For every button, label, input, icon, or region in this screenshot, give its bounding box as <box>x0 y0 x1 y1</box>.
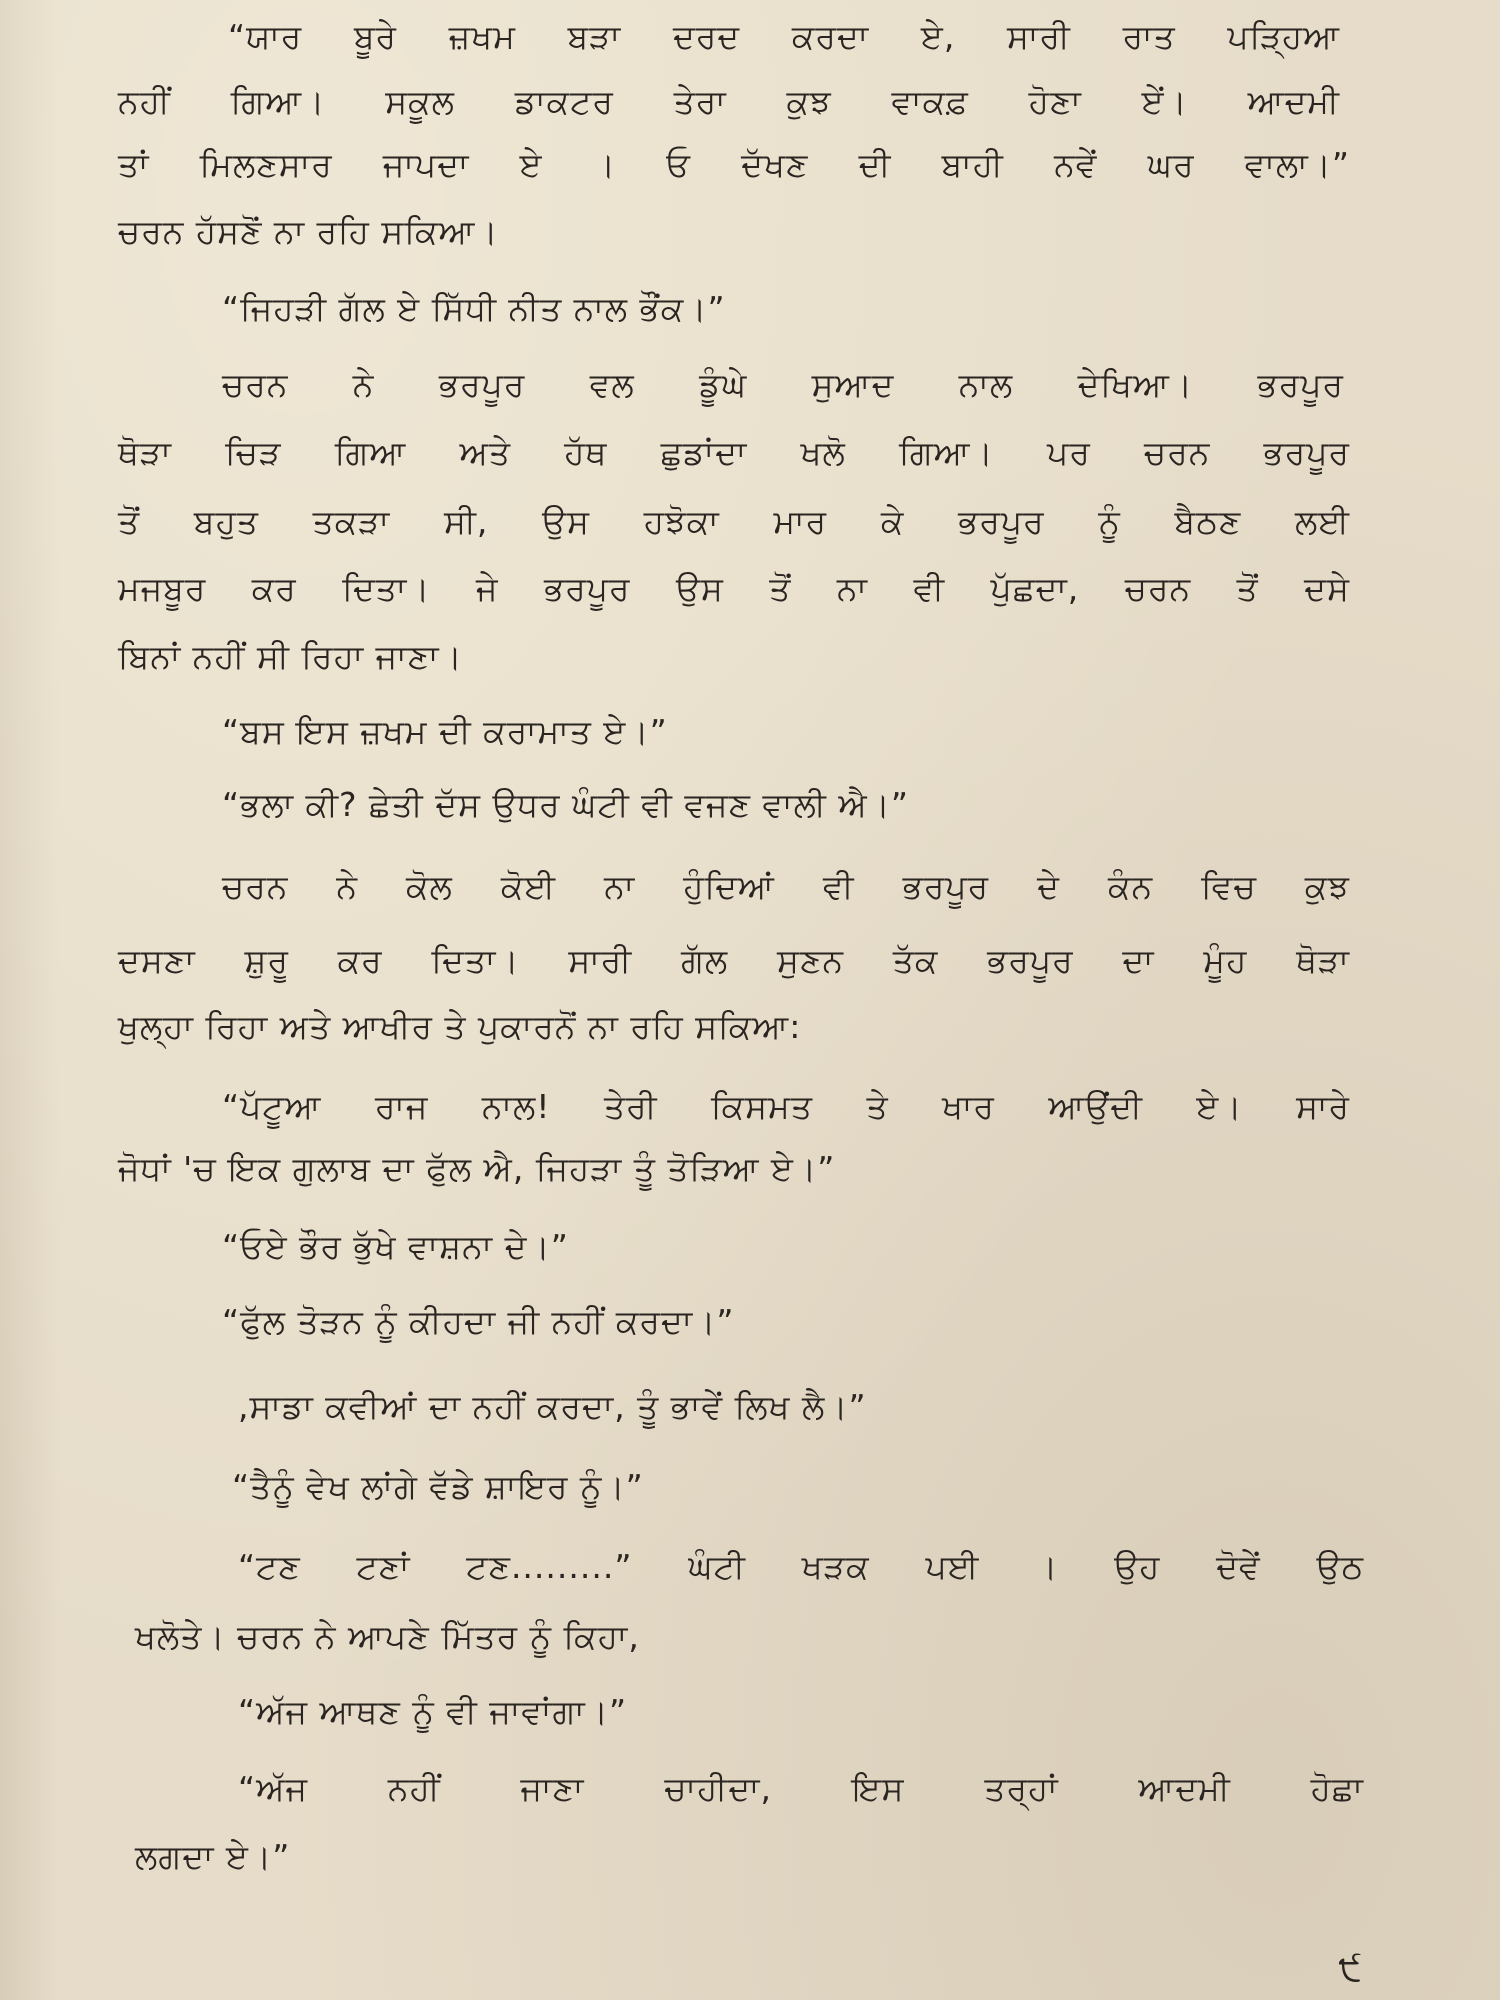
text-line: “ਅੱਜ ਆਥਣ ਨੂੰ ਵੀ ਜਾਵਾਂਗਾ।” <box>238 1692 628 1731</box>
text-line: ਚਰਨ ਨੇ ਕੋਲ ਕੋਈ ਨਾ ਹੁੰਦਿਆਂ ਵੀ ਭਰਪੂਰ ਦੇ ਕੰਨ ਵਿਚ ਕੁਝ <box>222 867 1350 906</box>
text-line: ਚਰਨ ਨੇ ਭਰਪੂਰ ਵਲ ਡੂੰਘੇ ਸੁਆਦ ਨਾਲ ਦੇਖਿਆ। ਭਰਪੂਰ <box>222 365 1344 404</box>
text-line: ਖੁਲ੍ਹਾ ਰਿਹਾ ਅਤੇ ਆਖੀਰ ਤੇ ਪੁਕਾਰਨੋਂ ਨਾ ਰਹਿ ਸਕਿਆ: <box>118 1007 802 1046</box>
text-line: “ਤੈਨੂੰ ਵੇਖ ਲਾਂਗੇ ਵੱਡੇ ਸ਼ਾਇਰ ਨੂੰ।” <box>232 1467 644 1506</box>
text-line: ਬਿਨਾਂ ਨਹੀਂ ਸੀ ਰਿਹਾ ਜਾਣਾ। <box>118 637 463 676</box>
text-line: ਤੋਂ ਬਹੁਤ ਤਕੜਾ ਸੀ, ਉਸ ਹਝੋਕਾ ਮਾਰ ਕੇ ਭਰਪੂਰ ਨੂੰ ਬੈਠਣ ਲਈ <box>118 502 1350 541</box>
text-line: “ਬਸ ਇਸ ਜ਼ਖਮ ਦੀ ਕਰਾਮਾਤ ਏ।” <box>222 712 668 751</box>
text-line: ਤਾਂ ਮਿਲਣਸਾਰ ਜਾਪਦਾ ਏ । ਓ ਦੱਖਣ ਦੀ ਬਾਹੀ ਨਵੇਂ ਘਰ ਵਾਲਾ।” <box>118 145 1350 184</box>
text-line: ਦਸਣਾ ਸ਼ੁਰੂ ਕਰ ਦਿਤਾ। ਸਾਰੀ ਗੱਲ ਸੁਣਨ ਤੱਕ ਭਰਪੂਰ ਦਾ ਮੂੰਹ ਥੋੜਾ <box>118 941 1350 980</box>
text-line: ਖਲੋਤੇ। ਚਰਨ ਨੇ ਆਪਣੇ ਮਿੱਤਰ ਨੂੰ ਕਿਹਾ, <box>135 1617 640 1656</box>
text-line: “ਜਿਹੜੀ ਗੱਲ ਏ ਸਿੱਧੀ ਨੀਤ ਨਾਲ ਭੌਂਕ।” <box>222 289 726 328</box>
text-line: ਮਜਬੂਰ ਕਰ ਦਿਤਾ। ਜੇ ਭਰਪੂਰ ਉਸ ਤੋਂ ਨਾ ਵੀ ਪੁੱਛਦਾ, ਚਰਨ ਤੋਂ ਦਸੇ <box>118 569 1350 608</box>
text-line: ,ਸਾਡਾ ਕਵੀਆਂ ਦਾ ਨਹੀਂ ਕਰਦਾ, ਤੂੰ ਭਾਵੇਂ ਲਿਖ ਲੈ।” <box>238 1387 867 1426</box>
text-line: ਲਗਦਾ ਏ।” <box>135 1837 291 1876</box>
text-line: “ਯਾਰ ਬੂਰੇ ਜ਼ਖਮ ਬੜਾ ਦਰਦ ਕਰਦਾ ਏ, ਸਾਰੀ ਰਾਤ ਪੜ੍ਹਿਆ <box>228 17 1340 56</box>
text-line: ਚਰਨ ਹੱਸਣੋਂ ਨਾ ਰਹਿ ਸਕਿਆ। <box>118 212 499 251</box>
text-line: “ਟਣ ਟਣਾਂ ਟਣ.........” ਘੰਟੀ ਖੜਕ ਪਈ । ਉਹ ਦੋਵੇਂ ਉਠ <box>238 1547 1364 1586</box>
text-line: “ਫੁੱਲ ਤੋੜਨ ਨੂੰ ਕੀਹਦਾ ਜੀ ਨਹੀਂ ਕਰਦਾ।” <box>222 1302 735 1341</box>
text-line: “ਓਏ ਭੌਰ ਭੁੱਖੇ ਵਾਸ਼ਨਾ ਦੇ।” <box>222 1227 569 1266</box>
page-number: ੯ <box>1338 1948 1362 1989</box>
text-line: “ਪੱਟੂਆ ਰਾਜ ਨਾਲ! ਤੇਰੀ ਕਿਸਮਤ ਤੇ ਖਾਰ ਆਉਂਦੀ ਏ। ਸਾਰੇ <box>222 1087 1350 1126</box>
text-line: “ਭਲਾ ਕੀ? ਛੇਤੀ ਦੱਸ ਉਧਰ ਘੰਟੀ ਵੀ ਵਜਣ ਵਾਲੀ ਐ।” <box>222 785 909 824</box>
text-line: ਨਹੀਂ ਗਿਆ। ਸਕੂਲ ਡਾਕਟਰ ਤੇਰਾ ਕੁਝ ਵਾਕਫ਼ ਹੋਣਾ ਏਂ। ਆਦਮੀ <box>118 82 1340 121</box>
text-line: “ਅੱਜ ਨਹੀਂ ਜਾਣਾ ਚਾਹੀਦਾ, ਇਸ ਤਰ੍ਹਾਂ ਆਦਮੀ ਹੋਛਾ <box>238 1769 1364 1808</box>
text-line: ਥੋੜਾ ਚਿੜ ਗਿਆ ਅਤੇ ਹੱਥ ਛੁਡਾਂਦਾ ਖਲੋ ਗਿਆ। ਪਰ ਚਰਨ ਭਰਪੂਰ <box>118 433 1350 472</box>
text-line: ਜੋਧਾਂ 'ਚ ਇਕ ਗੁਲਾਬ ਦਾ ਫੁੱਲ ਐ, ਜਿਹੜਾ ਤੂੰ ਤੋੜਿਆ ਏ।” <box>118 1149 836 1188</box>
